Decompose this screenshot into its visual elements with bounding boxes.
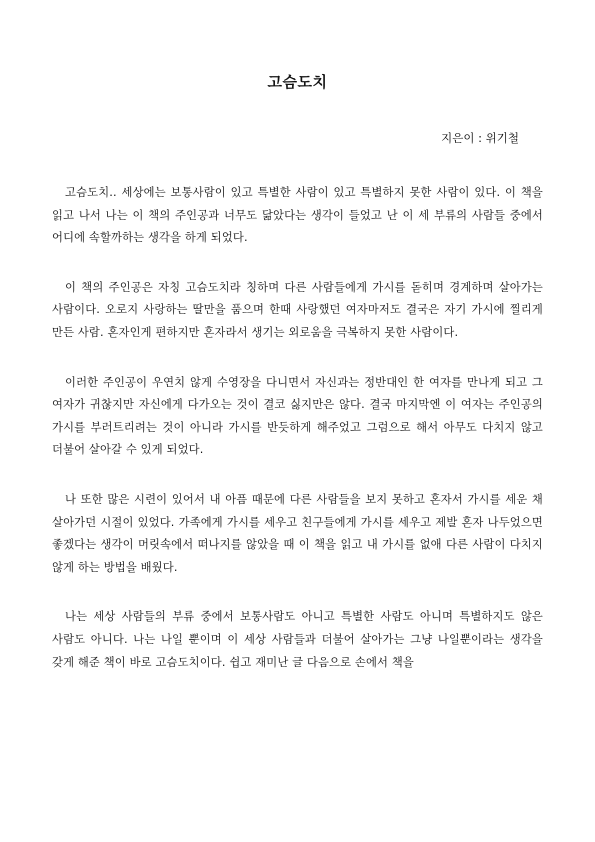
paragraph-1: 고슴도치.. 세상에는 보통사람이 있고 특별한 사람이 있고 특별하지 못한 사람이 있다. 이 책을 읽고 나서 나는 이 책의 주인공과 너무도 닮았다는 생각이 들었고 난 이 세 부류의 사람들 중에서 어디에 속할까하는 생각을 하게 되었다. — [52, 186, 543, 245]
document-title: 고슴도치 — [267, 73, 328, 91]
paragraph-4: 나 또한 많은 시련이 있어서 내 아픔 때문에 다른 사람들을 보지 못하고 혼자서 가시를 세운 채 살아가던 시절이 있었다. 가족에게 가시를 세우고 친구들에게 가시를 세우고 제발 혼자 나두었으면 좋겠다는 생각이 머릿속에서 떠나지를 않았을 때 이 책을 읽고 내 가시를 없애 다른 사람이 다치지 않게 하는 방법을 배웠다. — [52, 492, 543, 574]
paragraph-5: 나는 세상 사람들의 부류 중에서 보통사람도 아니고 특별한 사람도 아니며 특별하지도 않은 사람도 아니다. 나는 나일 뿐이며 이 세상 사람들과 더불어 살아가는 그냥 나일뿐이라는 생각을 갖게 해준 책이 바로 고슴도치이다. 쉽고 재미난 글 다음으로 손에서 책을 — [52, 610, 543, 669]
author-line: 지은이 : 위기철 — [441, 131, 519, 145]
document-body — [52, 182, 543, 701]
paragraph-2: 이 책의 주인공은 자칭 고슴도치라 칭하며 다른 사람들에게 가시를 돋히며 경계하며 살아가는 사람이다. 오로지 사랑하는 딸만을 품으며 한때 사랑했던 여자마저도 결국은 자기 가시에 찔리게 만든 사람. 혼자인게 편하지만 혼자라서 생기는 외로움을 극복하지 못한 사람이다. — [52, 280, 543, 339]
paragraph-3: 이러한 주인공이 우연치 않게 수영장을 다니면서 자신과는 정반대인 한 여자를 만나게 되고 그 여자가 귀찮지만 자신에게 다가오는 것이 결코 싫지만은 않다. 결국 마지막엔 이 여자는 주인공의 가시를 부러트리려는 것이 아니라 가시를 반듯하게 해주었고 그럼으로 해서 아무도 다치지 않고 더불어 살아갈 수 있게 되었다. — [52, 375, 543, 457]
